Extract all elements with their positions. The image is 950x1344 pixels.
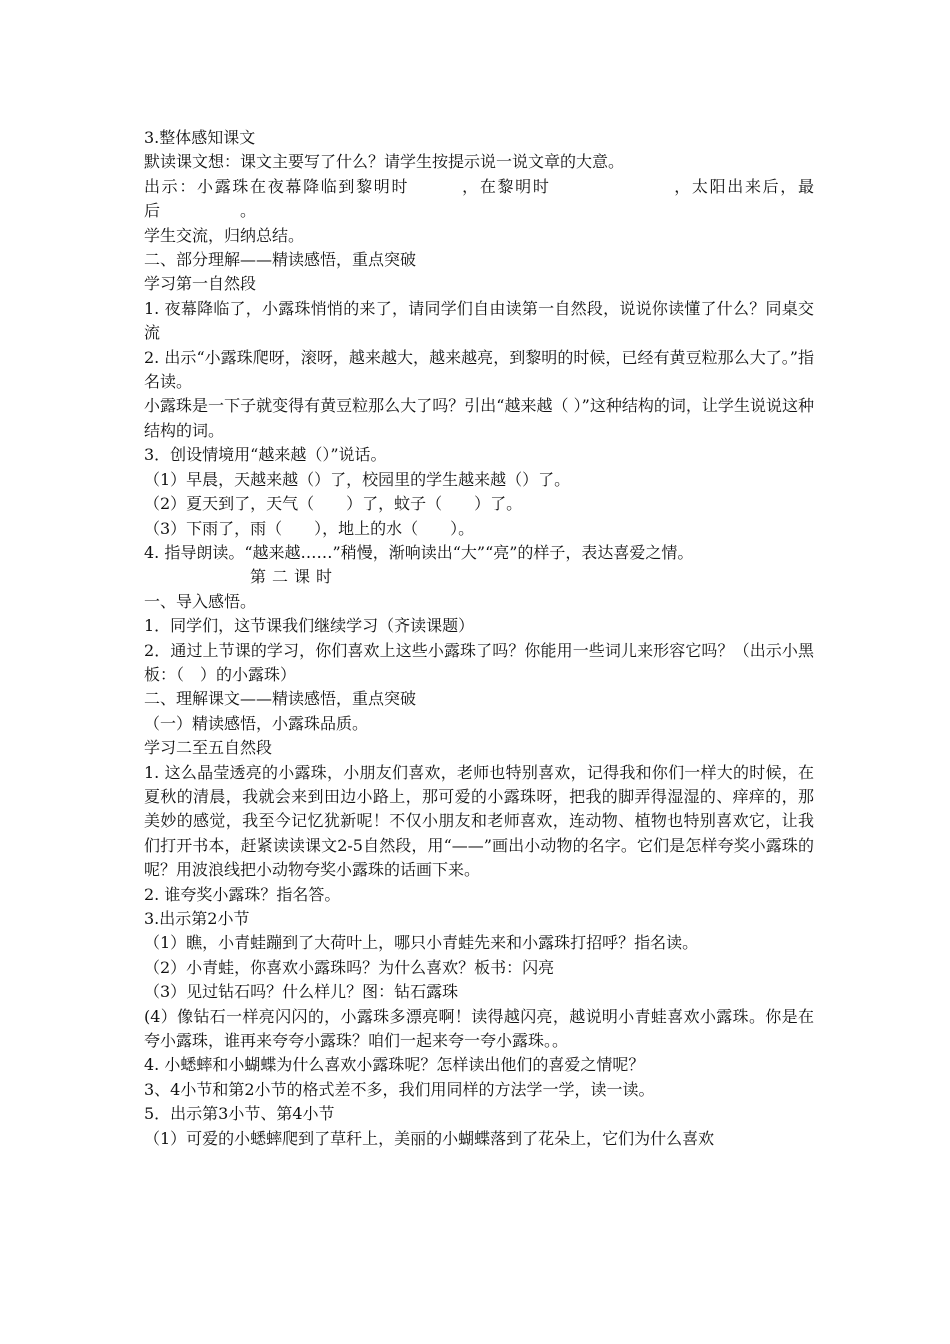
list-item: （3）见过钻石吗？什么样儿？图：钻石露珠 <box>144 982 459 1002</box>
paragraph: 3.出示第2小节 <box>144 909 250 928</box>
paragraph: 2. 出示“小露珠爬呀，滚呀，越来越大，越来越亮，到黎明的时候，已经有黄豆粒那么大了。”指名读。 <box>144 347 814 392</box>
list-item: （3）下雨了，雨（ ），地上的水（ ）。 <box>144 518 475 538</box>
section-heading: 二、理解课文——精读感悟，重点突破 <box>144 689 417 709</box>
paragraph: 1．同学们，这节课我们继续学习（齐读课题） <box>144 616 475 636</box>
list-item: （2）小青蛙，你喜欢小露珠吗？为什么喜欢？板书：闪亮 <box>144 957 555 977</box>
list-item: （2）夏天到了，天气（ ）了，蚊子（ ）了。 <box>144 494 523 514</box>
section-heading: 二、部分理解——精读感悟，重点突破 <box>144 250 417 270</box>
paragraph: 5．出示第3小节、第4小节 <box>144 1104 335 1124</box>
paragraph: 学生交流，归纳总结。 <box>144 225 305 245</box>
section-heading: 3.整体感知课文 <box>144 128 256 147</box>
list-item: （1）早晨，天越来越（）了，校园里的学生越来越（）了。 <box>144 469 571 489</box>
paragraph: 小露珠是一下子就变得有黄豆粒那么大了吗？引出“越来越（ ）”这种结构的词，让学生说说这种结构的词。 <box>144 396 814 440</box>
paragraph: 1. 夜幕降临了，小露珠悄悄的来了，请同学们自由读第一自然段，说说你读懂了什么？同桌交流 <box>144 298 814 343</box>
lesson-title: 第二课时 <box>250 567 339 587</box>
paragraph: 3、4小节和第2小节的格式差不多，我们用同样的方法学一学，读一读。 <box>144 1079 655 1099</box>
list-item: （1）可爱的小蟋蟀爬到了草秆上，美丽的小蝴蝶落到了花朵上，它们为什么喜欢 <box>144 1128 715 1148</box>
paragraph: 4. 指导朗读。“越来越……”稍慢，渐响读出“大”“亮”的样子，表达喜爱之情。 <box>144 542 694 562</box>
paragraph: 3．创设情境用“越来越（）”说话。 <box>144 445 387 465</box>
document-body <box>144 126 814 1151</box>
paragraph: 出示：小露珠在夜幕降临到黎明时 ，在黎明时 ，太阳出来后，最后 。 <box>144 176 814 221</box>
list-item: (4）像钻石一样亮闪闪的，小露珠多漂亮啊！读得越闪亮，越说明小青蛙喜欢小露珠。你是在夸小露珠，谁再来夸夸小露珠？咱们一起来夸一夸小露珠。。 <box>144 1006 814 1051</box>
section-heading: 一、导入感悟。 <box>144 591 257 611</box>
list-item: （1）瞧，小青蛙蹦到了大荷叶上，哪只小青蛙先来和小露珠打招呼？指名读。 <box>144 933 699 953</box>
paragraph: 4. 小蟋蟀和小蝴蝶为什么喜欢小露珠呢？怎样读出他们的喜爱之情呢？ <box>144 1055 645 1075</box>
paragraph: 默读课文想：课文主要写了什么？请学生按提示说一说文章的大意。 <box>144 152 625 172</box>
paragraph: 2．通过上节课的学习，你们喜欢上这些小露珠了吗？你能用一些词儿来形容它吗？（出示小黑板：（ ）的小露珠） <box>144 640 814 684</box>
subsection-heading: 学习第一自然段 <box>144 274 257 294</box>
paragraph: 2. 谁夸奖小露珠？指名答。 <box>144 884 341 904</box>
paragraph: 1. 这么晶莹透亮的小露珠，小朋友们喜欢，老师也特别喜欢，记得我和你们一样大的时候，在夏秋的清晨，我就会来到田边小路上，那可爱的小露珠呀，把我的脚弄得湿湿的、痒痒的，那美妙的感觉，我至今记忆犹新呢！不仅小朋友和老师喜欢，连动物、植物也特别喜欢它，让我们打开书本，赶紧读读课文2-5自然段，用“——”画出小动物的名字。它们是怎样夸奖小露珠的呢？用波浪线把小动物夸奖小露珠的话画下来。 <box>144 762 814 880</box>
subsection-heading: （一）精读感悟，小露珠品质。 <box>144 713 369 733</box>
subsection-heading: 学习二至五自然段 <box>144 738 273 758</box>
